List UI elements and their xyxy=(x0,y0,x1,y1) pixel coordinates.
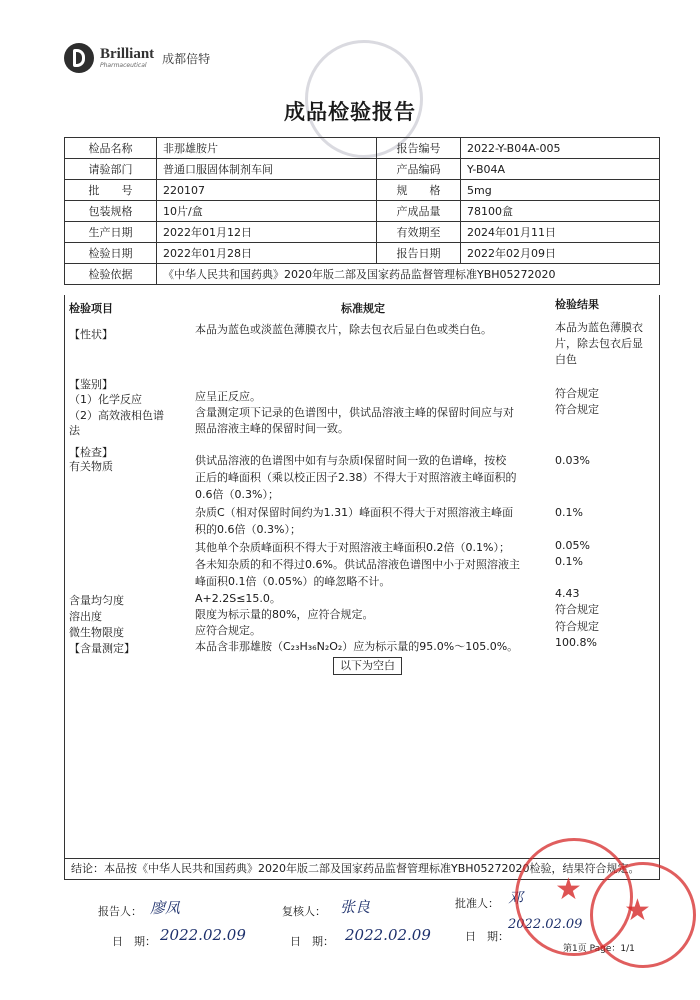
basis-label: 检验依据 xyxy=(65,264,157,285)
std-impurity-c-2: 积的0.6倍（0.3%）； xyxy=(195,523,301,536)
info-label: 检验日期 xyxy=(65,243,157,264)
std-dissolution: 限度为标示量的80%，应符合规定。 xyxy=(195,608,374,621)
info-value: Y-B04A xyxy=(461,159,660,180)
result-appearance-3: 白色 xyxy=(555,353,577,366)
table-row xyxy=(65,264,660,285)
table-row xyxy=(65,222,660,243)
info-label: 检品名称 xyxy=(65,138,157,159)
reporter-signature: 廖凤 xyxy=(150,899,181,917)
table-row xyxy=(65,159,660,180)
info-value: 220107 xyxy=(157,180,377,201)
result-dissolution: 符合规定 xyxy=(555,603,599,616)
info-label: 有效期至 xyxy=(377,222,461,243)
item-hplc: （2）高效液相色谱 xyxy=(69,409,164,422)
info-value: 78100盒 xyxy=(461,201,660,222)
item-microbial-limit: 微生物限度 xyxy=(69,626,124,639)
table-row xyxy=(65,243,660,264)
col-header-item: 检验项目 xyxy=(69,302,113,315)
reviewer-signature: 张良 xyxy=(340,898,371,916)
item-dissolution: 溶出度 xyxy=(69,610,102,623)
info-value: 2022-Y-B04A-005 xyxy=(461,138,660,159)
std-impurity-i-1: 供试品溶液的色谱图中如有与杂质I保留时间一致的色谱峰，按校 xyxy=(195,454,507,467)
conclusion: 结论：本品按《中华人民共和国药典》2020年版二部及国家药品监督管理标准YBH05272020检验，结果符合规定。 xyxy=(64,858,660,880)
std-hplc-1: 含量测定项下记录的色谱图中，供试品溶液主峰的保留时间应与对 xyxy=(195,406,514,419)
info-value: 2022年02月09日 xyxy=(461,243,660,264)
info-value: 非那雄胺片 xyxy=(157,138,377,159)
results-section xyxy=(64,295,660,859)
date-approver: 2022.02.09 xyxy=(508,917,583,932)
result-other-impurity-single: 0.05% xyxy=(555,539,590,552)
std-other-impurity-2: 各未知杂质的和不得过0.6%。供试品溶液色谱图中小于对照溶液主 xyxy=(195,558,520,571)
info-value: 10片/盒 xyxy=(157,201,377,222)
result-appearance-1: 本品为蓝色薄膜衣 xyxy=(555,321,643,334)
std-microbial-limit: 应符合规定。 xyxy=(195,624,261,637)
info-value: 2022年01月28日 xyxy=(157,243,377,264)
info-label: 包装规格 xyxy=(65,201,157,222)
info-label: 报告编号 xyxy=(377,138,461,159)
std-impurity-c-1: 杂质C（相对保留时间约为1.31）峰面积不得大于对照溶液主峰面 xyxy=(195,506,514,519)
result-microbial-limit: 符合规定 xyxy=(555,620,599,633)
col-header-result: 检验结果 xyxy=(555,298,599,311)
brilliant-logo-icon xyxy=(64,43,94,73)
page-title: 成品检验报告 xyxy=(284,100,416,124)
info-label: 产品编码 xyxy=(377,159,461,180)
result-hplc: 符合规定 xyxy=(555,403,599,416)
blank-note: 以下为空白 xyxy=(333,657,402,675)
result-appearance-2: 片，除去包衣后显 xyxy=(555,337,643,350)
approver-signature: 邓 xyxy=(508,889,524,907)
info-label: 报告日期 xyxy=(377,243,461,264)
std-other-impurity-3: 峰面积0.1倍（0.05%）的峰忽略不计。 xyxy=(195,575,391,588)
date-label-reviewer: 日 期： xyxy=(290,935,334,948)
company-logo xyxy=(64,43,210,73)
result-other-impurity-total: 0.1% xyxy=(555,555,583,568)
item-identification: 【鉴别】 xyxy=(69,378,113,391)
item-inspection: 【检查】 xyxy=(69,446,113,459)
result-content-uniformity: 4.43 xyxy=(555,587,580,600)
seal-star-icon: ★ xyxy=(555,872,582,907)
basis-value: 《中华人民共和国药典》2020年版二部及国家药品监督管理标准YBH05272020 xyxy=(157,264,660,285)
info-table xyxy=(64,137,660,285)
date-label-approver: 日 期： xyxy=(465,930,509,943)
logo-tagline: Pharmaceutical xyxy=(100,62,147,69)
logo-brand: Brilliant xyxy=(100,46,155,62)
table-row xyxy=(65,138,660,159)
std-chem-reaction: 应呈正反应。 xyxy=(195,390,261,403)
approver-label: 批准人： xyxy=(455,897,499,910)
info-value: 5mg xyxy=(461,180,660,201)
info-label: 规 格 xyxy=(377,180,461,201)
item-related-substances: 有关物质 xyxy=(69,460,113,473)
date-reviewer: 2022.02.09 xyxy=(345,926,431,944)
item-chem-reaction: （1）化学反应 xyxy=(69,393,142,406)
col-header-standard: 标准规定 xyxy=(341,302,385,315)
item-content-uniformity: 含量均匀度 xyxy=(69,594,124,607)
info-label: 请验部门 xyxy=(65,159,157,180)
reviewer-label: 复核人： xyxy=(282,905,326,918)
item-appearance: 【性状】 xyxy=(69,328,113,341)
result-assay: 100.8% xyxy=(555,636,597,649)
item-hplc-cont: 法 xyxy=(69,424,80,437)
item-assay: 【含量测定】 xyxy=(69,642,135,655)
date-reporter: 2022.02.09 xyxy=(160,926,246,944)
info-label: 生产日期 xyxy=(65,222,157,243)
info-label: 批 号 xyxy=(65,180,157,201)
info-value: 普通口服固体制剂车间 xyxy=(157,159,377,180)
std-other-impurity-1: 其他单个杂质峰面积不得大于对照溶液主峰面积0.2倍（0.1%）； xyxy=(195,541,510,554)
logo-company-name: 成都倍特 xyxy=(162,51,211,66)
info-value: 2022年01月12日 xyxy=(157,222,377,243)
std-appearance: 本品为蓝色或淡蓝色薄膜衣片，除去包衣后显白色或类白色。 xyxy=(195,323,492,336)
std-impurity-i-2: 正后的峰面积（乘以校正因子2.38）不得大于对照溶液主峰面积的 xyxy=(195,471,517,484)
std-content-uniformity: A+2.2S≤15.0。 xyxy=(195,592,281,605)
std-impurity-i-3: 0.6倍（0.3%）； xyxy=(195,488,279,501)
table-row xyxy=(65,201,660,222)
result-impurity-i: 0.03% xyxy=(555,454,590,467)
result-chem-reaction: 符合规定 xyxy=(555,387,599,400)
reporter-label: 报告人： xyxy=(98,905,142,918)
info-label: 产成品量 xyxy=(377,201,461,222)
page-number: 第1页 Page：1/1 xyxy=(563,944,635,954)
result-impurity-c: 0.1% xyxy=(555,506,583,519)
date-label-reporter: 日 期： xyxy=(112,935,156,948)
seal-star-icon-2: ★ xyxy=(624,893,651,928)
info-value: 2024年01月11日 xyxy=(461,222,660,243)
std-hplc-2: 照品溶液主峰的保留时间一致。 xyxy=(195,422,349,435)
table-row xyxy=(65,180,660,201)
std-assay: 本品含非那雄胺（C₂₃H₃₆N₂O₂）应为标示量的95.0%～105.0%。 xyxy=(195,640,519,653)
